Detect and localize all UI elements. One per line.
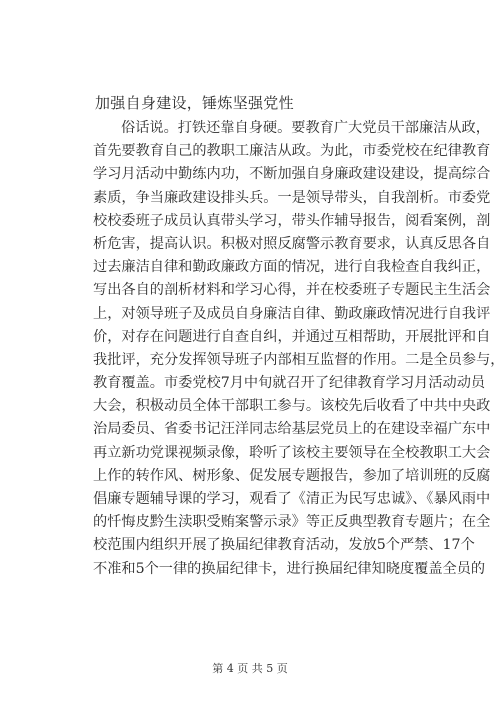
page-footer: 第 4 页 共 5 页 — [212, 662, 288, 675]
text-line: 倡廉专题辅导课的学习，观看了《清正为民写忠诚》、《暴风雨中 — [93, 491, 491, 507]
section-heading: 加强自身建设，锤炼坚强党性 — [95, 94, 294, 112]
text-line: 俗话说。打铁还靠自身硬。要教育广大党员干部廉洁从政， — [121, 120, 490, 136]
text-line: 校范围内组织开展了换届纪律教育活动，发放5个严禁、17个 — [93, 537, 475, 554]
text-line: 校校委班子成员认真带头学习，带头作辅导报告，阅看案例，剖 — [93, 212, 491, 229]
text-line: 上，对领导班子及成员自身廉洁自律、勤政廉政情况进行自我评 — [93, 305, 491, 322]
text-line: 首先要教育自己的教职工廉洁从政。为此，市委党校在纪律教育 — [93, 143, 491, 160]
text-line: 不准和5个一律的换届纪律卡，进行换届纪律知晓度覆盖全员的 — [93, 560, 486, 577]
text-line: 上作的转作风、树形象、促发展专题报告，参加了培训班的反腐 — [93, 467, 491, 484]
text-line: 价，对存在问题进行自查自纠，并通过互相帮助，开展批评和自 — [93, 328, 491, 345]
text-line: 素质，争当廉政建设排头兵。一是领导带头，自我剖析。市委党 — [93, 189, 491, 206]
text-line: 过去廉洁自律和勤政廉政方面的情况，进行自我检查自我纠正， — [93, 259, 491, 276]
text-line: 大会，积极动员全体干部职工参与。该校先后收看了中共中央政 — [93, 398, 491, 415]
text-line: 教育覆盖。市委党校7月中旬就召开了纪律教育学习月活动动员 — [93, 375, 486, 392]
text-line: 写出各自的剖析材料和学习心得，并在校委班子专题民主生活会 — [93, 282, 491, 299]
text-line: 我批评，充分发挥领导班子内部相互监督的作用。二是全员参与， — [93, 351, 504, 368]
text-line: 再立新功党课视频录像，聆听了该校主要领导在全校教职工大会 — [93, 444, 491, 461]
text-line: 析危害，提高认识。积极对照反腐警示教育要求，认真反思各自 — [93, 235, 491, 252]
body-paragraph — [93, 117, 504, 581]
text-line: 学习月活动中勤练内功，不断加强自身廉政建设建设，提高综合 — [93, 166, 491, 183]
text-line: 的忏悔皮黔生渎职受贿案警示录》等正反典型教育专题片；在全 — [93, 514, 491, 531]
text-line: 治局委员、省委书记汪洋同志给基层党员上的在建设幸福广东中 — [93, 421, 491, 438]
